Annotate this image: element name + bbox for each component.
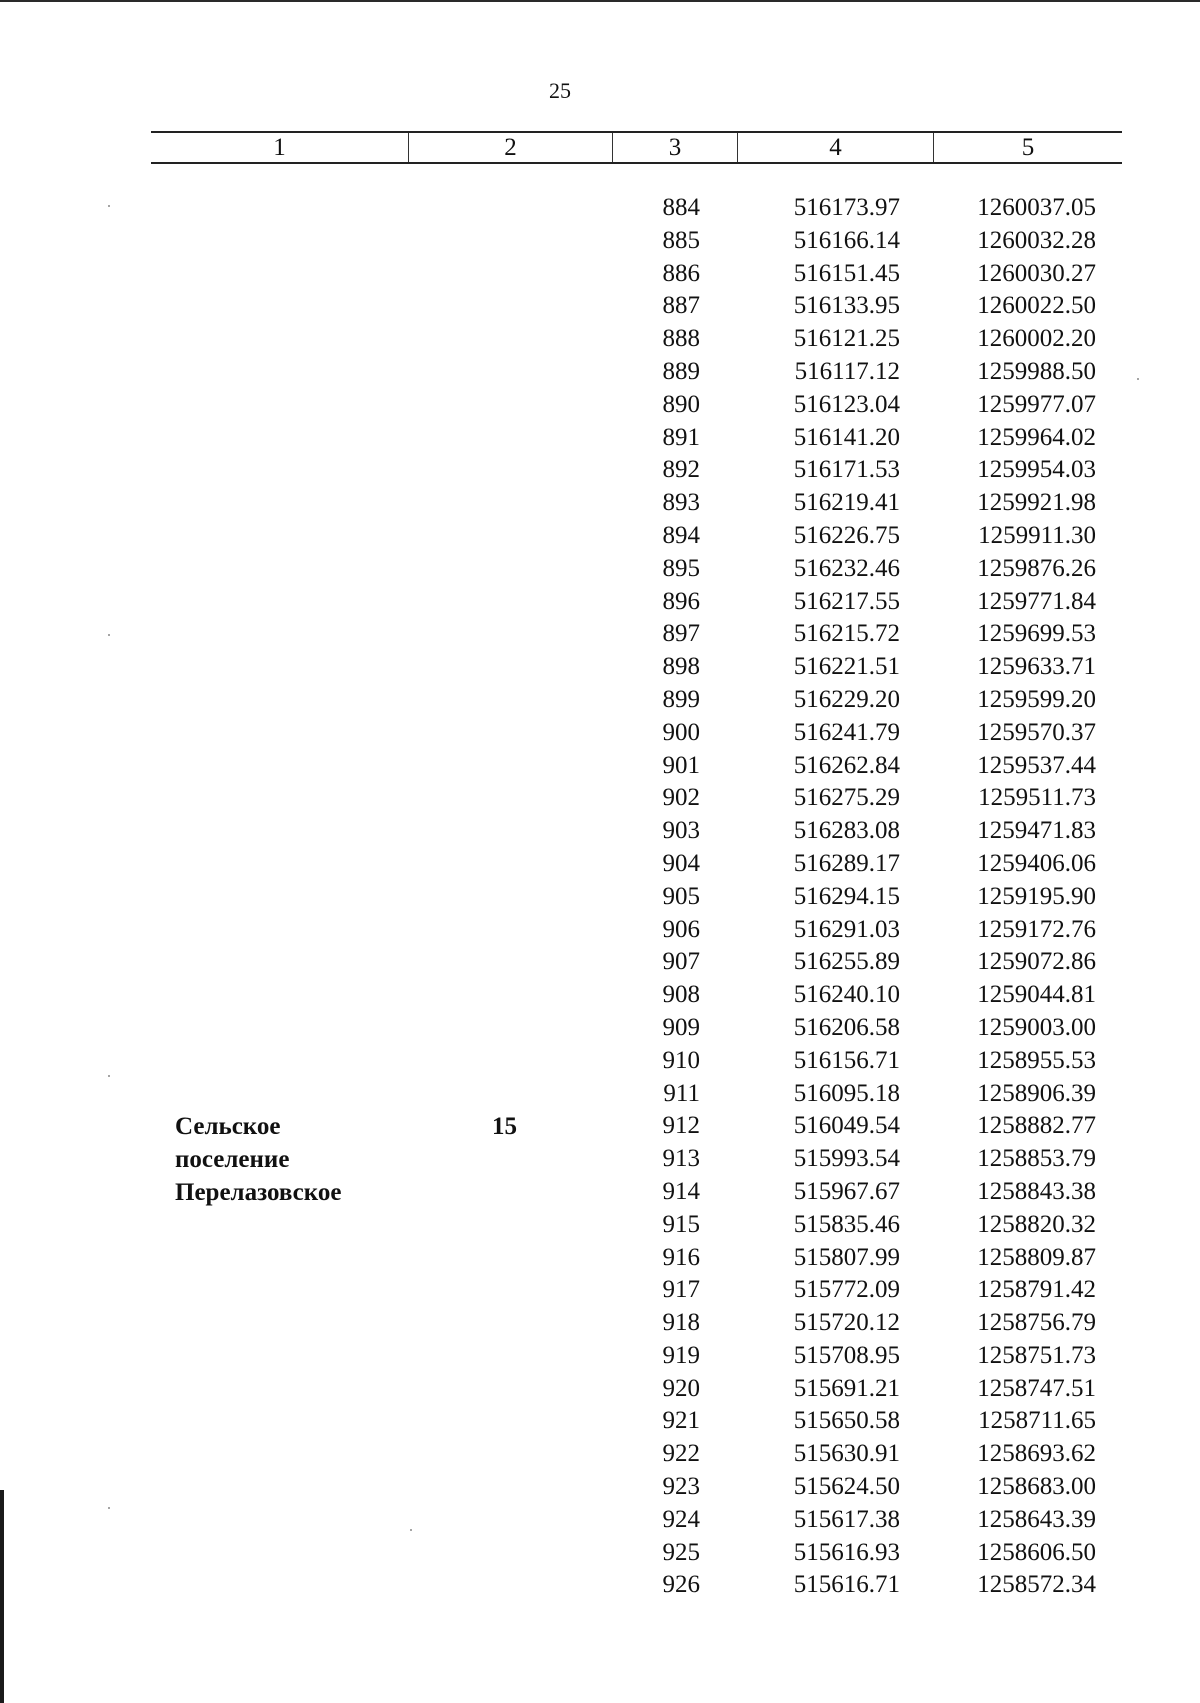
table-row [600, 1537, 1100, 1570]
x-coordinate-cell: 516275.29 [793, 784, 900, 812]
page-number: 25 [549, 78, 571, 103]
point-number-cell: 902 [662, 784, 700, 812]
table-row [600, 1405, 1100, 1438]
y-coordinate-cell: 1259570.37 [977, 718, 1096, 746]
point-number-cell: 887 [662, 292, 700, 320]
x-coordinate-cell: 516121.25 [793, 325, 900, 353]
point-number-cell: 913 [662, 1145, 700, 1173]
column-header: 3 [612, 133, 737, 162]
y-coordinate-cell: 1259195.90 [977, 882, 1096, 910]
y-coordinate-cell: 1260037.05 [977, 194, 1096, 221]
x-coordinate-cell: 515835.46 [793, 1210, 900, 1238]
y-coordinate-cell: 1259954.03 [977, 456, 1096, 484]
point-number-cell: 917 [662, 1276, 700, 1304]
point-number-cell: 923 [662, 1473, 700, 1501]
x-coordinate-cell: 516049.54 [793, 1112, 900, 1140]
y-coordinate-cell: 1258643.39 [977, 1505, 1096, 1533]
x-coordinate-cell: 515650.58 [793, 1407, 900, 1435]
point-number-cell: 885 [662, 226, 700, 254]
table-row [600, 684, 1100, 717]
y-coordinate-cell: 1259599.20 [977, 685, 1096, 713]
point-number-cell: 916 [662, 1243, 700, 1271]
scan-speck [108, 1507, 110, 1509]
point-number-cell: 911 [663, 1079, 700, 1107]
point-number-cell: 901 [662, 751, 700, 779]
table-row [600, 1176, 1100, 1209]
table-row [600, 1274, 1100, 1307]
y-coordinate-cell: 1258693.62 [977, 1440, 1096, 1468]
y-coordinate-cell: 1260030.27 [977, 259, 1096, 287]
x-coordinate-cell: 515708.95 [793, 1341, 900, 1369]
scan-left-edge [0, 1490, 4, 1703]
y-coordinate-cell: 1259977.07 [977, 390, 1096, 418]
x-coordinate-cell: 516255.89 [793, 948, 900, 976]
table-row [600, 1143, 1100, 1176]
y-coordinate-cell: 1259003.00 [977, 1013, 1096, 1041]
y-coordinate-cell: 1259771.84 [977, 587, 1096, 615]
y-coordinate-cell: 1260002.20 [977, 325, 1096, 353]
table-row [600, 1045, 1100, 1078]
point-number-cell: 925 [662, 1538, 700, 1566]
scan-speck [108, 634, 110, 636]
table-row [600, 881, 1100, 914]
point-number-cell: 893 [662, 489, 700, 517]
scan-speck [108, 1075, 110, 1077]
table-row [600, 618, 1100, 651]
y-coordinate-cell: 1260032.28 [977, 226, 1096, 254]
table-row [600, 815, 1100, 848]
column-header: 5 [933, 133, 1122, 162]
point-number-cell: 905 [662, 882, 700, 910]
y-coordinate-cell: 1259988.50 [977, 357, 1096, 385]
y-coordinate-cell: 1259511.73 [978, 784, 1096, 812]
x-coordinate-cell: 516141.20 [793, 423, 900, 451]
table-row [600, 1438, 1100, 1471]
y-coordinate-cell: 1258843.38 [977, 1177, 1096, 1205]
point-number-cell: 915 [662, 1210, 700, 1238]
table-row [600, 323, 1100, 356]
x-coordinate-cell: 516171.53 [793, 456, 900, 484]
y-coordinate-cell: 1259921.98 [977, 489, 1096, 517]
point-number-cell: 920 [662, 1374, 700, 1402]
x-coordinate-cell: 516123.04 [793, 390, 900, 418]
y-coordinate-cell: 1259072.86 [977, 948, 1096, 976]
table-row [600, 225, 1100, 258]
x-coordinate-cell: 516241.79 [793, 718, 900, 746]
x-coordinate-cell: 516166.14 [793, 226, 900, 254]
table-row [600, 520, 1100, 553]
settlement-name [175, 1110, 341, 1209]
x-coordinate-cell: 515630.91 [793, 1440, 900, 1468]
point-number-cell: 924 [662, 1505, 700, 1533]
point-number-cell: 906 [662, 915, 700, 943]
settlement-name-line: Сельское [175, 1113, 281, 1140]
point-number-cell: 894 [662, 521, 700, 549]
x-coordinate-cell: 515616.71 [793, 1571, 900, 1599]
x-coordinate-cell: 516291.03 [793, 915, 900, 943]
table-row [600, 1110, 1100, 1143]
table-row [600, 1340, 1100, 1373]
table-row [600, 1471, 1100, 1504]
y-coordinate-cell: 1260022.50 [977, 292, 1096, 320]
table-row [600, 1307, 1100, 1340]
table-row [600, 1242, 1100, 1275]
x-coordinate-cell: 516095.18 [793, 1079, 900, 1107]
y-coordinate-cell: 1259876.26 [977, 554, 1096, 582]
point-number-cell: 922 [662, 1440, 700, 1468]
table-row [600, 914, 1100, 947]
x-coordinate-cell: 516226.75 [793, 521, 900, 549]
y-coordinate-cell: 1259699.53 [977, 620, 1096, 648]
table-row [600, 1078, 1100, 1111]
x-coordinate-cell: 516283.08 [793, 817, 900, 845]
point-number-cell: 903 [662, 817, 700, 845]
y-coordinate-cell: 1258606.50 [977, 1538, 1096, 1566]
point-number-cell: 890 [662, 390, 700, 418]
y-coordinate-cell: 1258756.79 [977, 1309, 1096, 1337]
x-coordinate-cell: 515617.38 [793, 1505, 900, 1533]
table-row [600, 487, 1100, 520]
table-row [600, 356, 1100, 389]
x-coordinate-cell: 516173.97 [793, 194, 900, 221]
y-coordinate-cell: 1259406.06 [977, 849, 1096, 877]
table-row [600, 1569, 1100, 1602]
table-row [600, 586, 1100, 619]
x-coordinate-cell: 516262.84 [793, 751, 900, 779]
column-header: 1 [273, 134, 286, 161]
x-coordinate-cell: 515624.50 [793, 1473, 900, 1501]
point-number-cell: 919 [662, 1341, 700, 1369]
point-number-cell: 914 [662, 1177, 700, 1205]
table-row [600, 1209, 1100, 1242]
x-coordinate-cell: 515967.67 [793, 1177, 900, 1205]
x-coordinate-cell: 516117.12 [794, 357, 900, 385]
point-number-cell: 898 [662, 653, 700, 681]
table-row [600, 422, 1100, 455]
y-coordinate-cell: 1258882.77 [977, 1112, 1096, 1140]
y-coordinate-cell: 1259911.30 [978, 521, 1096, 549]
table-row [600, 717, 1100, 750]
table-row [600, 553, 1100, 586]
table-row [600, 946, 1100, 979]
y-coordinate-cell: 1259633.71 [977, 653, 1096, 681]
point-number-cell: 912 [662, 1112, 700, 1140]
table-row [600, 258, 1100, 291]
scan-speck [1137, 378, 1139, 380]
y-coordinate-cell: 1258820.32 [977, 1210, 1096, 1238]
x-coordinate-cell: 516151.45 [793, 259, 900, 287]
table-row [600, 454, 1100, 487]
x-coordinate-cell: 516133.95 [793, 292, 900, 320]
y-coordinate-cell: 1258809.87 [977, 1243, 1096, 1271]
table-row [600, 389, 1100, 422]
x-coordinate-cell: 516232.46 [793, 554, 900, 582]
point-number-cell: 895 [662, 554, 700, 582]
coordinate-rows [600, 192, 1100, 1602]
x-coordinate-cell: 516219.41 [793, 489, 900, 517]
point-number-cell: 899 [662, 685, 700, 713]
point-number-cell: 896 [662, 587, 700, 615]
point-number-cell: 897 [662, 620, 700, 648]
x-coordinate-cell: 515993.54 [793, 1145, 900, 1173]
y-coordinate-cell: 1259964.02 [977, 423, 1096, 451]
x-coordinate-cell: 516156.71 [793, 1046, 900, 1074]
x-coordinate-cell: 516215.72 [793, 620, 900, 648]
point-number-cell: 892 [662, 456, 700, 484]
y-coordinate-cell: 1258747.51 [977, 1374, 1096, 1402]
y-coordinate-cell: 1258751.73 [977, 1341, 1096, 1369]
y-coordinate-cell: 1258853.79 [977, 1145, 1096, 1173]
x-coordinate-cell: 515772.09 [793, 1276, 900, 1304]
table-row [600, 848, 1100, 881]
y-coordinate-cell: 1258955.53 [977, 1046, 1096, 1074]
x-coordinate-cell: 516221.51 [793, 653, 900, 681]
x-coordinate-cell: 516206.58 [793, 1013, 900, 1041]
point-number-cell: 921 [662, 1407, 700, 1435]
table-row [600, 290, 1100, 323]
point-number-cell: 886 [662, 259, 700, 287]
point-number-cell: 907 [662, 948, 700, 976]
y-coordinate-cell: 1259172.76 [977, 915, 1096, 943]
point-number-cell: 926 [662, 1571, 700, 1599]
y-coordinate-cell: 1258906.39 [977, 1079, 1096, 1107]
settlement-number: 15 [492, 1113, 517, 1140]
scan-speck [108, 205, 110, 207]
point-number-cell: 891 [662, 423, 700, 451]
table-row [600, 750, 1100, 783]
point-number-cell: 889 [662, 357, 700, 385]
y-coordinate-cell: 1259044.81 [977, 981, 1096, 1009]
x-coordinate-cell: 516289.17 [793, 849, 900, 877]
y-coordinate-cell: 1258791.42 [977, 1276, 1096, 1304]
column-header: 4 [737, 133, 933, 162]
table-row [600, 979, 1100, 1012]
settlement-name-line: поселение [175, 1146, 290, 1173]
table-row [600, 1012, 1100, 1045]
scan-speck [410, 1529, 412, 1531]
table-row [600, 192, 1100, 225]
x-coordinate-cell: 516229.20 [793, 685, 900, 713]
y-coordinate-cell: 1258711.65 [978, 1407, 1096, 1435]
point-number-cell: 910 [662, 1046, 700, 1074]
x-coordinate-cell: 516217.55 [793, 587, 900, 615]
scan-top-edge [0, 0, 1200, 2]
x-coordinate-cell: 515691.21 [793, 1374, 900, 1402]
column-header: 2 [408, 133, 612, 162]
table-row [600, 1373, 1100, 1406]
x-coordinate-cell: 515720.12 [793, 1309, 900, 1337]
point-number-cell: 884 [662, 194, 700, 221]
x-coordinate-cell: 516294.15 [793, 882, 900, 910]
y-coordinate-cell: 1259537.44 [977, 751, 1096, 779]
x-coordinate-cell: 516240.10 [793, 981, 900, 1009]
y-coordinate-cell: 1258572.34 [977, 1571, 1096, 1599]
x-coordinate-cell: 515807.99 [793, 1243, 900, 1271]
point-number-cell: 904 [662, 849, 700, 877]
y-coordinate-cell: 1258683.00 [977, 1473, 1096, 1501]
point-number-cell: 909 [662, 1013, 700, 1041]
x-coordinate-cell: 515616.93 [793, 1538, 900, 1566]
y-coordinate-cell: 1259471.83 [977, 817, 1096, 845]
point-number-cell: 888 [662, 325, 700, 353]
table-header-row [151, 131, 1122, 164]
point-number-cell: 908 [662, 981, 700, 1009]
table-row [600, 782, 1100, 815]
point-number-cell: 900 [662, 718, 700, 746]
point-number-cell: 918 [662, 1309, 700, 1337]
table-row [600, 651, 1100, 684]
settlement-name-line: Перелазовское [175, 1179, 342, 1206]
table-row [600, 1504, 1100, 1537]
